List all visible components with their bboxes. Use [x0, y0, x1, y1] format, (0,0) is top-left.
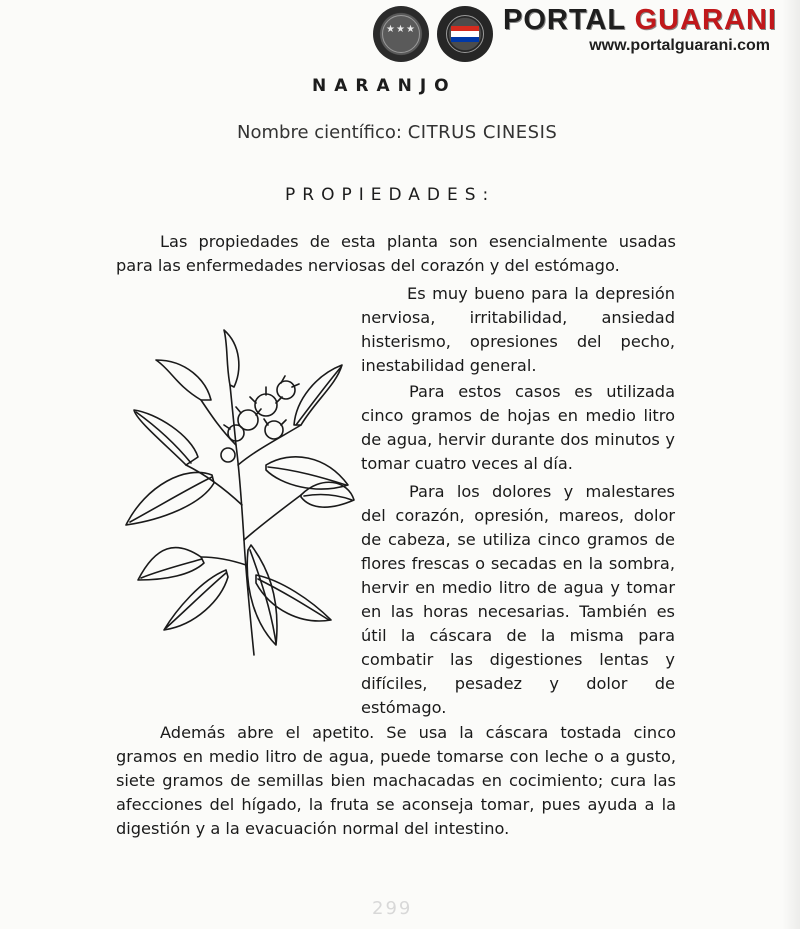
leaf [224, 330, 239, 387]
scientific-name-line [237, 122, 557, 143]
paragraph-flowers-dose: Para los dolores y malestares del corazón, opresión, mareos, dolor de cabeza, se utiliza cinco gramos de flores frescas o secadas en la sombra, hervir en medio litro de agua y tomar en las horas necesarias. También es útil la cáscara de la misma para combatir las digestiones lentas y difíciles, pesadez y dolor de estómago. [361, 482, 675, 717]
plant-branch [244, 495, 301, 540]
flower [221, 448, 235, 462]
scientific-name-value: CITRUS CINESIS [407, 122, 558, 143]
seal-emblem-icon [373, 6, 429, 62]
page-number: 299 [372, 898, 413, 919]
flag-seal-icon [437, 6, 493, 62]
section-heading: PROPIEDADES: [285, 185, 496, 205]
orange-plant-illustration [116, 325, 356, 665]
intro-paragraph: Las propiedades de esta planta son esencialmente usadas para las enfermedades nerviosas del corazón y del estómago. [116, 232, 676, 275]
flag-stripe-blue [451, 37, 479, 42]
page-title: NARANJO [312, 76, 457, 96]
leaf [156, 360, 211, 400]
flower [277, 381, 295, 399]
final-paragraph: Además abre el apetito. Se usa la cáscara tostada cinco gramos en medio litro de agua, puede tomarse con leche o a gusto, siete gramos de semillas bien machacadas en cocimiento; cura las afecciones del hígado, la fruta se aconseja tomar, pues ayuda a la digestión y a la evacuación normal del intestino. [116, 723, 676, 838]
leaf [266, 457, 348, 489]
paragraph-depression: Es muy bueno para la depresión nerviosa, irritabilidad, ansiedad histerismo, opresiones del pecho, inestabilidad general. [361, 284, 675, 375]
paragraph-leaves-dose: Para estos casos es utilizada cinco gramos de hojas en medio litro de agua, hervir durante dos minutos y tomar cuatro veces al día. [361, 382, 675, 473]
leaf-vein [130, 477, 212, 522]
paraguay-flag-icon [451, 26, 479, 42]
site-url[interactable]: www.portalguarani.com [589, 37, 770, 54]
plant-branch [238, 425, 301, 465]
brand-name-part1: PORTAL [503, 4, 635, 36]
seal-stars: ★★★ [386, 24, 416, 35]
page-edge-shadow [782, 0, 800, 929]
leaf-vein [166, 573, 226, 628]
leaf-vein [304, 495, 352, 500]
plant-branch [186, 465, 242, 505]
leaf-vein [136, 412, 191, 463]
plant-branch [201, 557, 246, 565]
scientific-name-label: Nombre científico: [237, 122, 402, 143]
brand-logo[interactable] [503, 4, 777, 37]
brand-name-part2: GUARANI [634, 4, 777, 36]
leaf-vein [296, 367, 341, 425]
